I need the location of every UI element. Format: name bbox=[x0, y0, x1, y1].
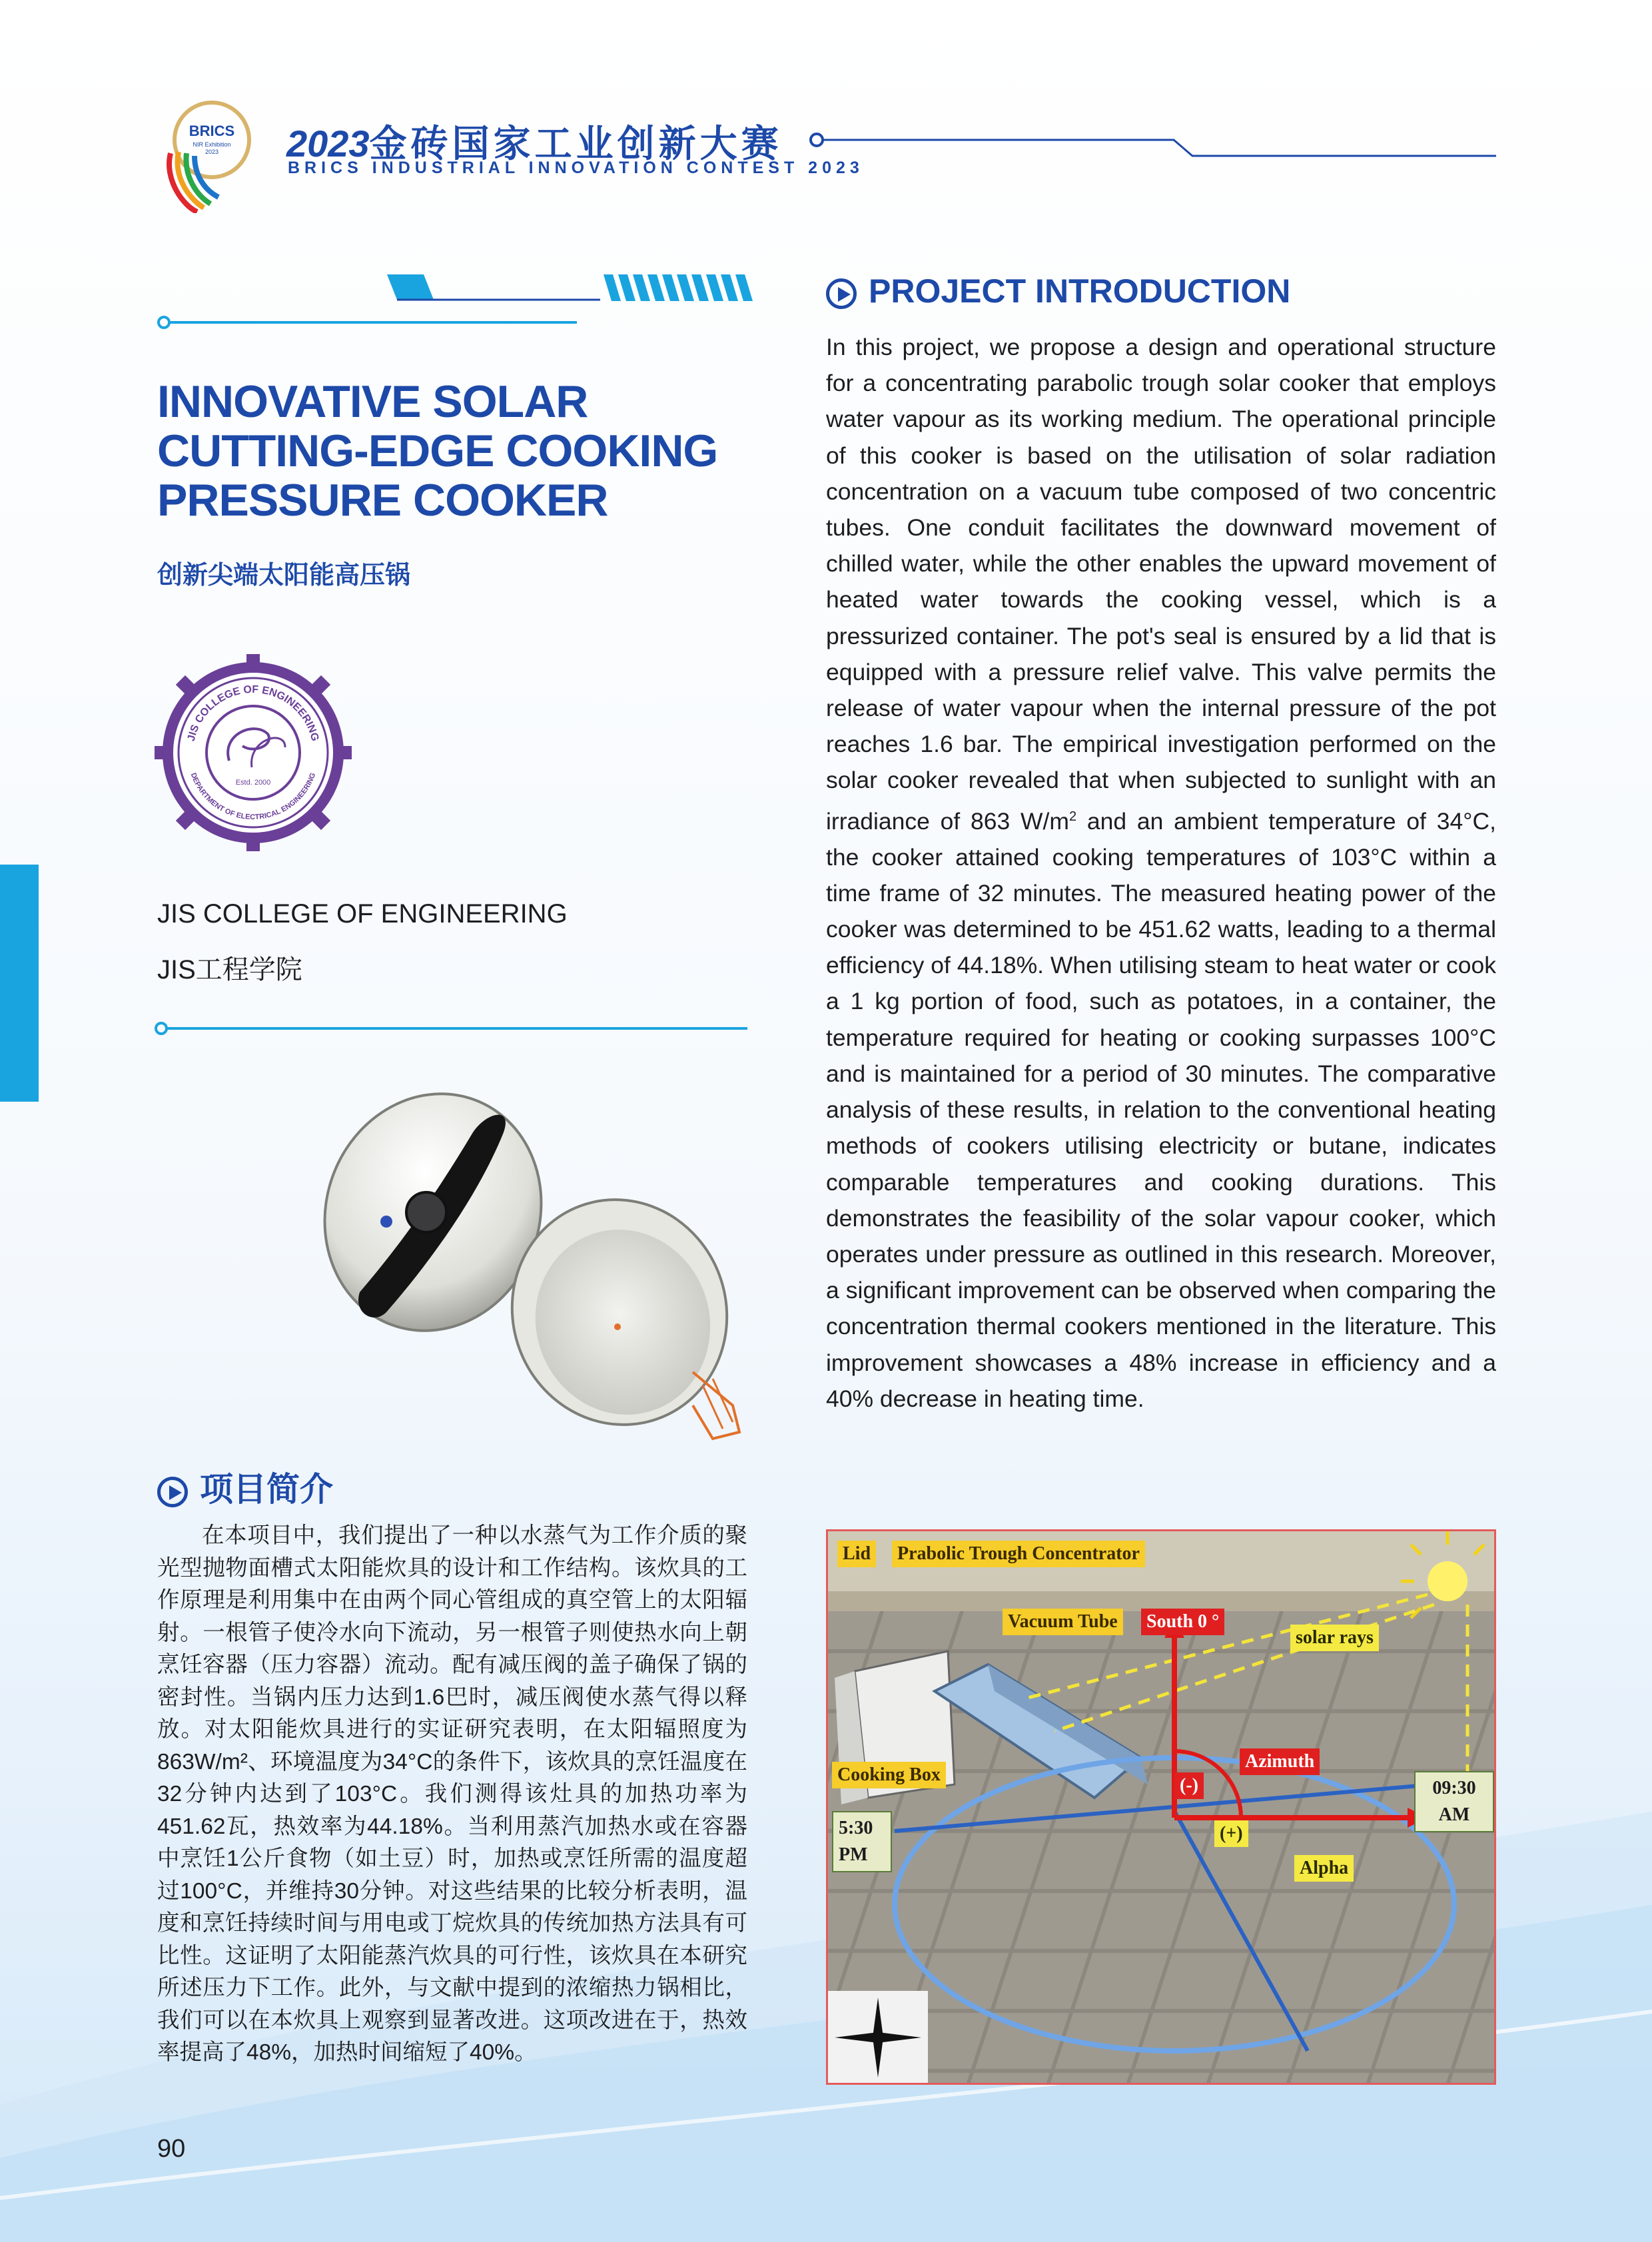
logo-text: BRICS bbox=[189, 123, 235, 139]
logo-sub2: 2023 bbox=[205, 149, 219, 155]
label-time-left: 5:30 PM bbox=[832, 1811, 892, 1872]
label-minus: (-) bbox=[1174, 1772, 1204, 1799]
header-year: 2023 bbox=[286, 123, 370, 165]
header-subtitle: BRICS INDUSTRIAL INNOVATION CONTEST 2023 bbox=[288, 159, 864, 177]
section-cn-heading bbox=[157, 1463, 333, 1511]
play-circle-icon bbox=[826, 278, 857, 309]
title-decoration bbox=[157, 266, 757, 333]
seal-bottom-text: DEPARTMENT OF ELECTRICAL ENGINEERING bbox=[189, 771, 318, 822]
label-concentrator: Prabolic Trough Concentrator bbox=[892, 1541, 1145, 1567]
project-title-line-3: PRESSURE COOKER bbox=[157, 475, 608, 526]
seal-estd: Estd. 2000 bbox=[235, 779, 271, 787]
project-title bbox=[157, 377, 757, 525]
label-time-right: 09:30 AM bbox=[1414, 1771, 1494, 1832]
seal-top-text: JIS COLLEGE OF ENGINEERING bbox=[185, 683, 321, 743]
section-en-body-part-2: and an ambient temperature of 34°C, the cooker attained cooking temperatures of 103°C within a time frame of 32 minutes. The measured heating power of the cooker was determined to be 451.62 watts, leading to a thermal efficiency of 44.18%. When utilising steam to heat water or cook a 1 kg portion of food, such as potatoes, in a container, the temperature required for heating or cooking surpasses 100°C and is maintained for a period of 30 minutes. The comparative analysis of these results, in relation to the conventional heating methods of cookers utilising electricity or butane, indicates comparable temperatures and cooking durations. This demonstrates the feasibility of the solar vapour cooker, which operates under pressure as outlined in this research. Moreover, a significant improvement can be observed when comparing the concentration thermal cookers mentioned in the literature. This improvement showcases a 48% increase in efficiency and a 40% decrease in heating time. bbox=[826, 807, 1496, 1412]
section-divider bbox=[153, 1020, 753, 1036]
experiment-photo bbox=[826, 1529, 1496, 2085]
label-south: South 0 ° bbox=[1141, 1609, 1224, 1635]
section-cn-heading-text: 项目简介 bbox=[200, 1471, 333, 1508]
label-plus: (+) bbox=[1214, 1820, 1248, 1847]
label-lid: Lid bbox=[837, 1541, 876, 1567]
header-title-cn: 金砖国家工业创新大赛 bbox=[369, 123, 783, 165]
pressure-cooker-illustration bbox=[320, 1092, 746, 1445]
label-solar-rays: solar rays bbox=[1290, 1625, 1379, 1651]
institution-name-cn: JIS工程学院 bbox=[157, 955, 302, 984]
label-alpha: Alpha bbox=[1294, 1855, 1354, 1882]
section-en-heading-text: PROJECT INTRODUCTION bbox=[869, 272, 1291, 310]
section-cn-body: 在本项目中，我们提出了一种以水蒸气为工作介质的聚光型抛物面槽式太阳能炊具的设计和工作结构。该炊具的工作原理是利用集中在由两个同心管组成的真空管上的太阳辐射。一根管子使冷水向下流动，另一根管子则使热水向上朝烹饪容器（压力容器）流动。配有减压阀的盖子确保了锅的密封性。当锅内压力达到1.6巴时，减压阀使水蒸气得以释放。对太阳能炊具进行的实证研究表明，在太阳辐照度为863W/m²、环境温度为34°C的条件下，该炊具的烹饪温度在32分钟内达到了103°C。我们测得该灶具的加热功率为451.62瓦，热效率为44.18%。当利用蒸汽加热水或在容器中烹饪1公斤食物（如土豆）时，加热或烹饪所需的温度超过100°C，并维持30分钟。对这些结果的比较分析表明，温度和烹饪持续时间与用电或丁烷炊具的传统加热方法具有可比性。这证明了太阳能蒸汽炊具的可行性，该炊具在本研究所述压力下工作。此外，与文献中提到的浓缩热力锅相比，我们可以在本炊具上观察到显著改进。这项改进在于，热效率提高了48%，加热时间缩短了40%。 bbox=[157, 1523, 747, 2065]
label-cooking-box: Cooking Box bbox=[832, 1762, 946, 1788]
section-en-heading bbox=[826, 272, 1290, 310]
project-title-line-1: INNOVATIVE SOLAR bbox=[157, 376, 588, 427]
section-en-body-part-1: In this project, we propose a design and operational structure for a concentrating parabolic trough solar cooker that employs water vapour as its working medium. The operational principle of this cooker is based on the utilisation of solar radiation concentration on a vacuum tube composed of two concentric tubes. One conduit facilitates the downward movement of chilled water, while the other enables the upward movement of heated water towards the cooking vessel, which is a pressurized container. The pot's seal is ensured by a lid that is equipped with a pressure relief valve. This valve permits the release of water vapour when the internal pressure of the pot reaches 1.6 bar. The empirical investigation performed on the solar cooker revealed that when subjected to sunlight with an irradiance of 863 W/m bbox=[826, 334, 1496, 835]
header-rule bbox=[807, 131, 1500, 164]
section-en-body bbox=[826, 329, 1496, 1417]
logo-sub1: NIR Exhibition bbox=[193, 141, 231, 148]
label-vacuum-tube: Vacuum Tube bbox=[1003, 1609, 1123, 1635]
institution-name-en: JIS COLLEGE OF ENGINEERING bbox=[157, 899, 568, 929]
play-circle-icon bbox=[157, 1477, 188, 1507]
section-en-body-superscript: 2 bbox=[1069, 809, 1077, 824]
project-title-cn: 创新尖端太阳能高压锅 bbox=[157, 561, 411, 589]
label-azimuth: Azimuth bbox=[1240, 1748, 1320, 1775]
institution-seal bbox=[155, 654, 352, 851]
side-accent-bar bbox=[0, 865, 39, 1102]
header-logo bbox=[157, 100, 257, 213]
project-title-line-2: CUTTING-EDGE COOKING bbox=[157, 426, 718, 476]
page-number: 90 bbox=[157, 2135, 186, 2163]
